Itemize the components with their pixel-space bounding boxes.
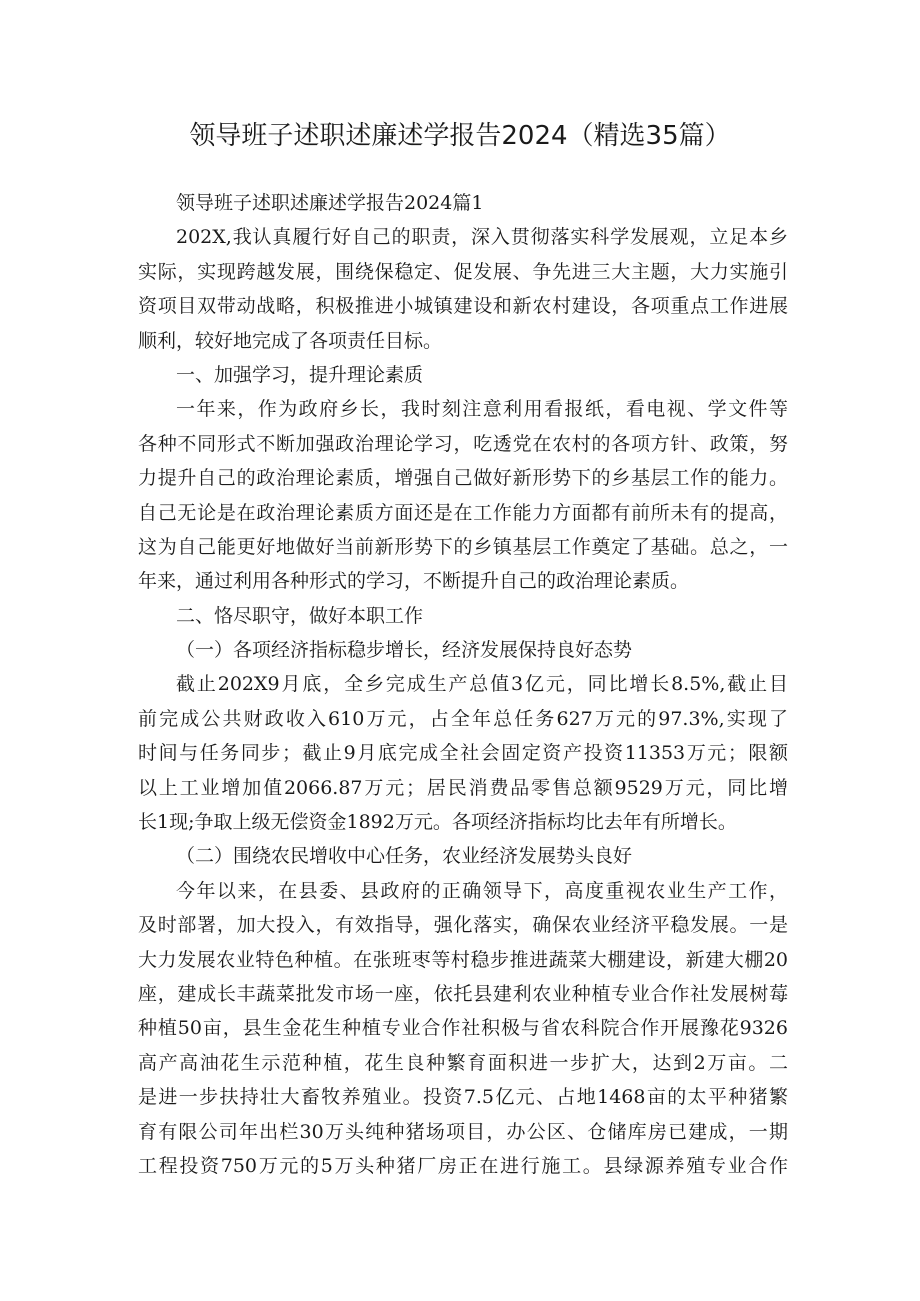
section-heading: 二、恪尽职守，做好本职工作 bbox=[176, 604, 424, 627]
paragraph-line: 座，建成长丰蔬菜批发市场一座，依托县建利农业种植专业合作社发展树莓 bbox=[138, 982, 788, 1005]
paragraph-line: 这为自己能更好地做好当前新形势下的乡镇基层工作奠定了基础。总之，一 bbox=[138, 535, 788, 558]
subsection-heading: （一）各项经济指标稳步增长，经济发展保持良好态势 bbox=[176, 639, 633, 662]
paragraph-line: 种植50亩，县生金花生种植专业合作社积极与省农科院合作开展豫花9326 bbox=[138, 1017, 788, 1040]
paragraph-line: 力提升自己的政治理论素质，增强自己做好新形势下的乡基层工作的能力。 bbox=[138, 467, 788, 490]
paragraph-line: 及时部署，加大投入，有效指导，强化落实，确保农业经济平稳发展。一是 bbox=[138, 914, 788, 937]
document-title: 领导班子述职述廉述学报告2024（精选35篇） bbox=[189, 121, 731, 151]
paragraph-line: 一年来，作为政府乡长，我时刻注意利用看报纸，看电视、学文件等 bbox=[176, 398, 788, 421]
paragraph-line: 大力发展农业特色种植。在张班枣等村稳步推进蔬菜大棚建设，新建大棚20 bbox=[138, 948, 788, 971]
paragraph-line: 年来，通过利用各种形式的学习，不断提升自己的政治理论素质。 bbox=[138, 570, 690, 593]
paragraph-line: 时间与任务同步；截止9月底完成全社会固定资产投资11353万元；限额 bbox=[138, 742, 788, 765]
paragraph-line: 长1现;争取上级无偿资金1892万元。各项经济指标均比去年有所增长。 bbox=[138, 811, 737, 834]
paragraph-line: 自己无论是在政治理论素质方面还是在工作能力方面都有前所未有的提高， bbox=[138, 501, 788, 524]
paragraph-line: 育有限公司年出栏30万头纯种猪场项目，办公区、仓储库房已建成，一期 bbox=[138, 1120, 788, 1143]
paragraph-line: 各种不同形式不断加强政治理论学习，吃透党在农村的各项方针、政策，努 bbox=[138, 432, 788, 455]
paragraph-line: 资项目双带动战略，积极推进小城镇建设和新农村建设，各项重点工作进展 bbox=[138, 295, 788, 318]
section-heading: 一、加强学习，提升理论素质 bbox=[176, 363, 424, 386]
subsection-heading: （二）围绕农民增收中心任务，农业经济发展势头良好 bbox=[176, 845, 633, 868]
paragraph-line: 以上工业增加值2066.87万元；居民消费品零售总额9529万元，同比增 bbox=[138, 776, 788, 799]
paragraph-line: 前完成公共财政收入610万元，占全年总任务627万元的97.3%,实现了 bbox=[138, 707, 788, 730]
paragraph-line: 截止202X9月底，全乡完成生产总值3亿元，同比增长8.5%,截止目 bbox=[176, 673, 788, 696]
paragraph-line: 工程投资750万元的5万头种猪厂房正在进行施工。县绿源养殖专业合作 bbox=[138, 1154, 788, 1177]
paragraph-line: 202X,我认真履行好自己的职责，深入贯彻落实科学发展观，立足本乡 bbox=[176, 226, 788, 249]
paragraph-line: 高产高油花生示范种植，花生良种繁育面积进一步扩大，达到2万亩。二 bbox=[138, 1051, 788, 1074]
paragraph-line: 实际，实现跨越发展，围绕保稳定、促发展、争先进三大主题，大力实施引 bbox=[138, 260, 788, 283]
paragraph-line: 今年以来，在县委、县政府的正确领导下，高度重视农业生产工作， bbox=[176, 879, 788, 902]
section-heading: 领导班子述职述廉述学报告2024篇1 bbox=[176, 192, 484, 214]
document-body bbox=[138, 186, 788, 1183]
paragraph-line: 顺利，较好地完成了各项责任目标。 bbox=[138, 329, 443, 352]
paragraph-line: 是进一步扶持壮大畜牧养殖业。投资7.5亿元、占地1468亩的太平种猪繁 bbox=[138, 1086, 788, 1109]
